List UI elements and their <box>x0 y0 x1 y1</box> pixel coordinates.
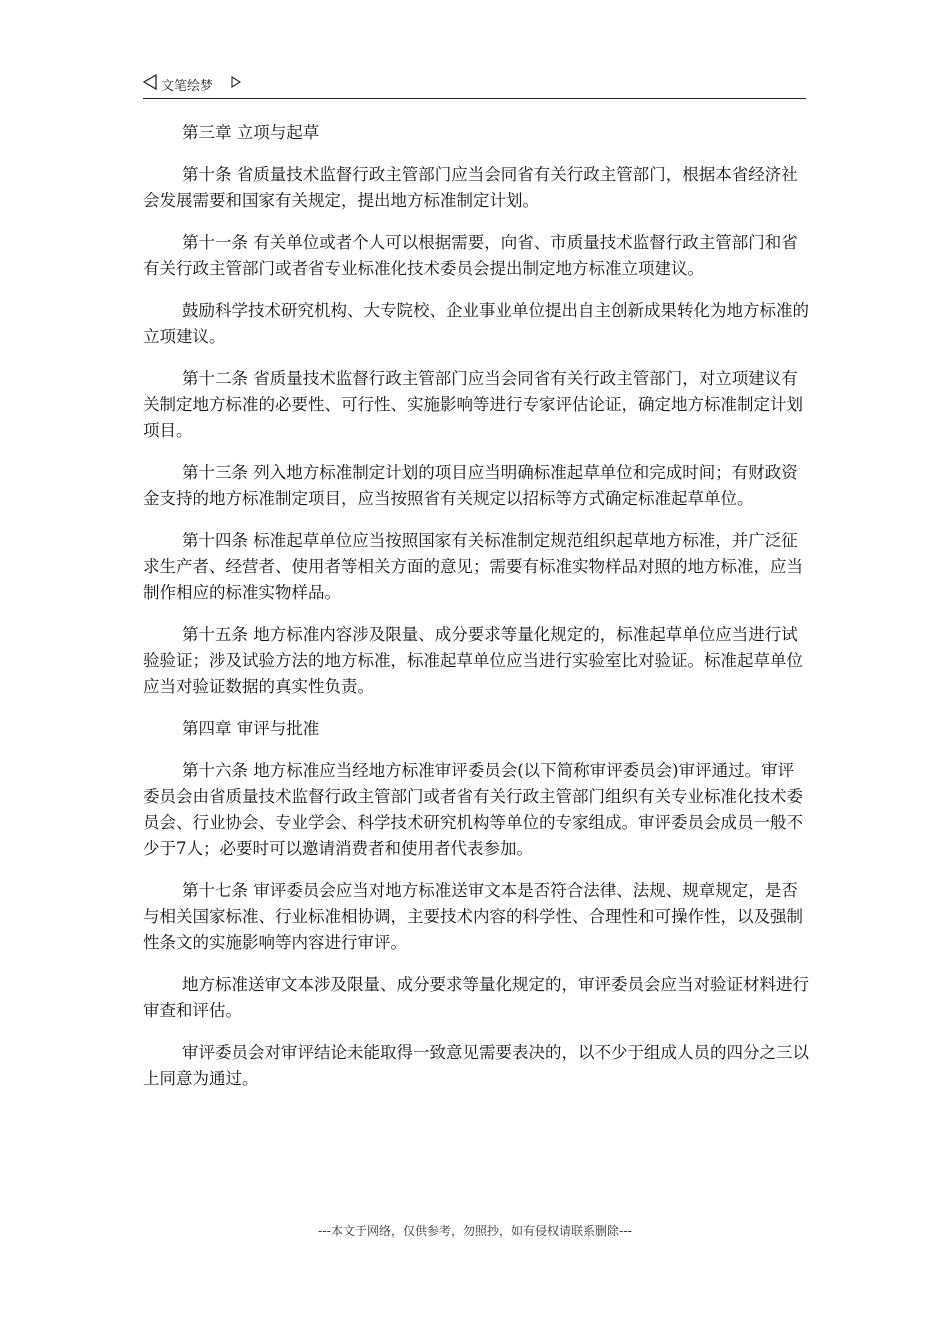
article-paragraph: 鼓励科学技术研究机构、大专院校、企业事业单位提出自主创新成果转化为地方标准的立项建议。 <box>143 301 809 346</box>
article-paragraph: 第十七条 审评委员会应当对地方标准送审文本是否符合法律、法规、规章规定，是否与相关国家标准、行业标准相协调，主要技术内容的科学性、合理性和可操作性，以及强制性条文的实施影响等内容进行审评。 <box>143 881 803 952</box>
page-header <box>143 72 806 99</box>
chapter-heading: 第四章 审评与批准 <box>182 719 320 738</box>
article-paragraph: 第十六条 地方标准应当经地方标准审评委员会(以下简称审评委员会)审评通过。审评委员会由省质量技术监督行政主管部门或者省有关行政主管部门组织有关专业标准化技术委员会、行业协会、专业学会、科学技术研究机构等单位的专家组成。审评委员会成员一般不少于7人；必要时可以邀请消费者和使用者代表参加。 <box>143 761 803 858</box>
article-paragraph: 第十二条 省质量技术监督行政主管部门应当会同省有关行政主管部门，对立项建议有关制定地方标准的必要性、可行性、实施影响等进行专家评估论证，确定地方标准制定计划项目。 <box>143 369 803 440</box>
right-triangle-icon <box>231 76 241 88</box>
brand-label: 文笔绘梦 <box>161 79 214 94</box>
article-paragraph: 地方标准送审文本涉及限量、成分要求等量化规定的，审评委员会应当对验证材料进行审查和评估。 <box>143 975 809 1020</box>
document-body <box>143 120 809 1108</box>
left-triangle-icon <box>143 74 157 90</box>
article-paragraph: 审评委员会对审评结论未能取得一致意见需要表决的，以不少于组成人员的四分之三以上同意为通过。 <box>143 1043 809 1088</box>
disclaimer-footer: ---本文于网络，仅供参考，勿照抄，如有侵权请联系删除--- <box>318 1224 632 1238</box>
article-paragraph: 第十一条 有关单位或者个人可以根据需要，向省、市质量技术监督行政主管部门和省有关行政主管部门或者省专业标准化技术委员会提出制定地方标准立项建议。 <box>143 233 798 278</box>
chapter-heading: 第三章 立项与起草 <box>182 123 320 142</box>
article-paragraph: 第十四条 标准起草单位应当按照国家有关标准制定规范组织起草地方标准，并广泛征求生产者、经营者、使用者等相关方面的意见；需要有标准实物样品对照的地方标准，应当制作相应的标准实物样品。 <box>143 531 803 602</box>
article-paragraph: 第十条 省质量技术监督行政主管部门应当会同省有关行政主管部门，根据本省经济社会发展需要和国家有关规定，提出地方标准制定计划。 <box>143 165 798 210</box>
article-paragraph: 第十五条 地方标准内容涉及限量、成分要求等量化规定的，标准起草单位应当进行试验验证；涉及试验方法的地方标准，标准起草单位应当进行实验室比对验证。标准起草单位应当对验证数据的真实性负责。 <box>143 625 803 696</box>
article-paragraph: 第十三条 列入地方标准制定计划的项目应当明确标准起草单位和完成时间；有财政资金支持的地方标准制定项目，应当按照省有关规定以招标等方式确定标准起草单位。 <box>143 463 798 508</box>
